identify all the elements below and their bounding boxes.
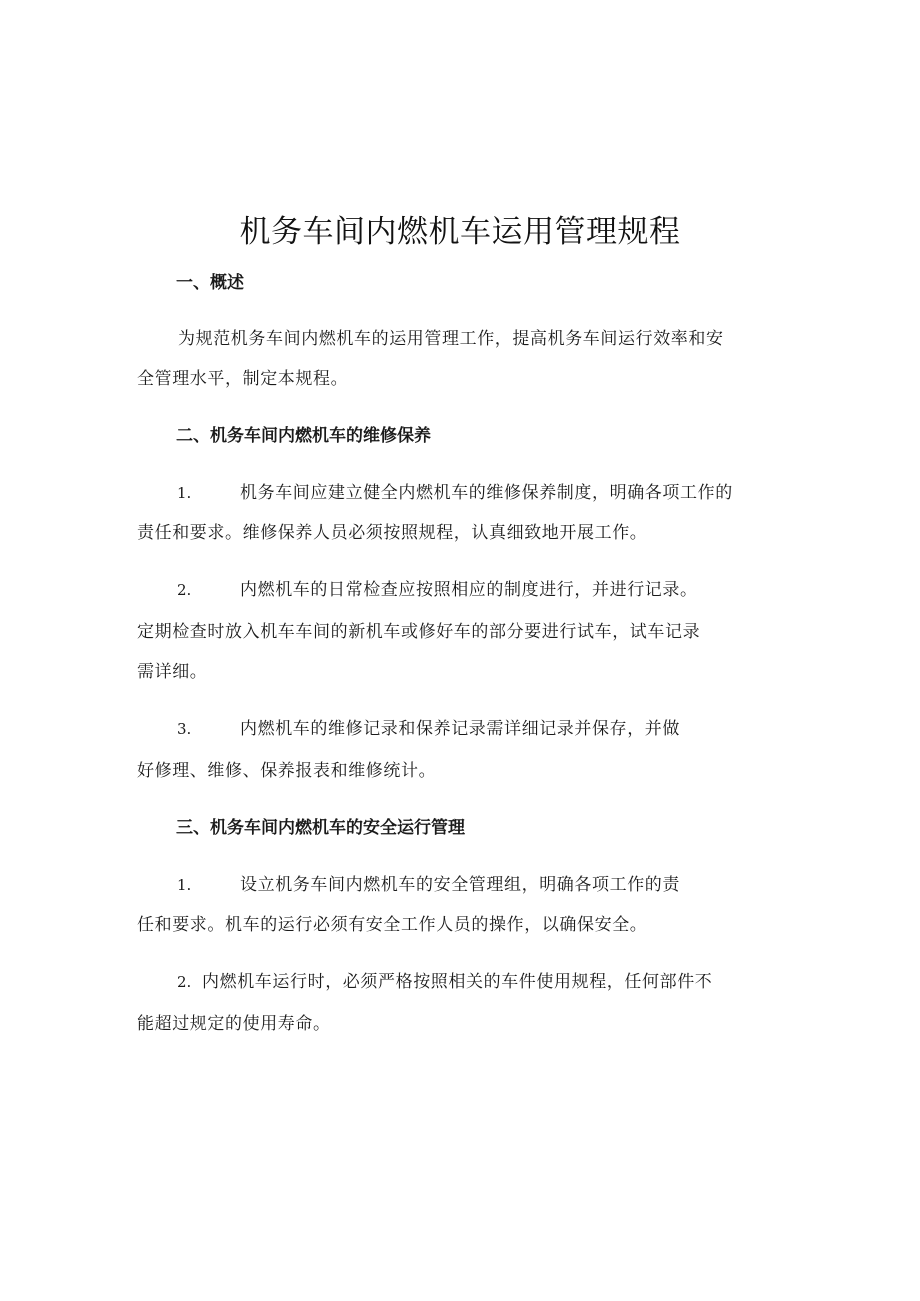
section-heading-overview: 一、概述 xyxy=(176,273,244,293)
maintenance-item-1-number: 1. xyxy=(177,484,192,502)
document-title: 机务车间内燃机车运用管理规程 xyxy=(239,214,681,250)
safety-item-1-line-2: 任和要求。机车的运行必须有安全工作人员的操作，以确保安全。 xyxy=(137,915,648,935)
section-heading-maintenance: 二、机务车间内燃机车的维修保养 xyxy=(176,426,431,446)
maintenance-item-3-line-1: 内燃机车的维修记录和保养记录需详细记录并保存，并做 xyxy=(240,719,680,739)
safety-item-1-line-1: 设立机务车间内燃机车的安全管理组，明确各项工作的责 xyxy=(240,875,680,895)
section-heading-safety: 三、机务车间内燃机车的安全运行管理 xyxy=(176,818,465,838)
maintenance-item-2-number: 2. xyxy=(177,581,192,599)
maintenance-item-2-line-2: 定期检查时放入机车车间的新机车或修好车的部分要进行试车，试车记录 xyxy=(137,622,701,642)
maintenance-item-2-line-1: 内燃机车的日常检查应按照相应的制度进行，并进行记录。 xyxy=(240,580,698,600)
overview-paragraph-line-2: 全管理水平，制定本规程。 xyxy=(137,369,349,389)
maintenance-item-3-number: 3. xyxy=(177,720,192,738)
maintenance-item-2-line-3: 需详细。 xyxy=(137,662,208,682)
maintenance-item-3-line-2: 好修理、维修、保养报表和维修统计。 xyxy=(137,761,437,781)
safety-item-1-number: 1. xyxy=(177,876,192,894)
maintenance-item-1-line-1: 机务车间应建立健全内燃机车的维修保养制度，明确各项工作的 xyxy=(240,483,733,503)
safety-item-2-line-2: 能超过规定的使用寿命。 xyxy=(137,1014,331,1034)
maintenance-item-1-line-2: 责任和要求。维修保养人员必须按照规程，认真细致地开展工作。 xyxy=(137,523,648,543)
safety-item-2-number: 2. xyxy=(177,973,192,991)
safety-item-2-line-1: 内燃机车运行时，必须严格按照相关的车件使用规程，任何部件不 xyxy=(202,972,713,992)
overview-paragraph-line-1: 为规范机务车间内燃机车的运用管理工作，提高机务车间运行效率和安 xyxy=(178,329,724,349)
